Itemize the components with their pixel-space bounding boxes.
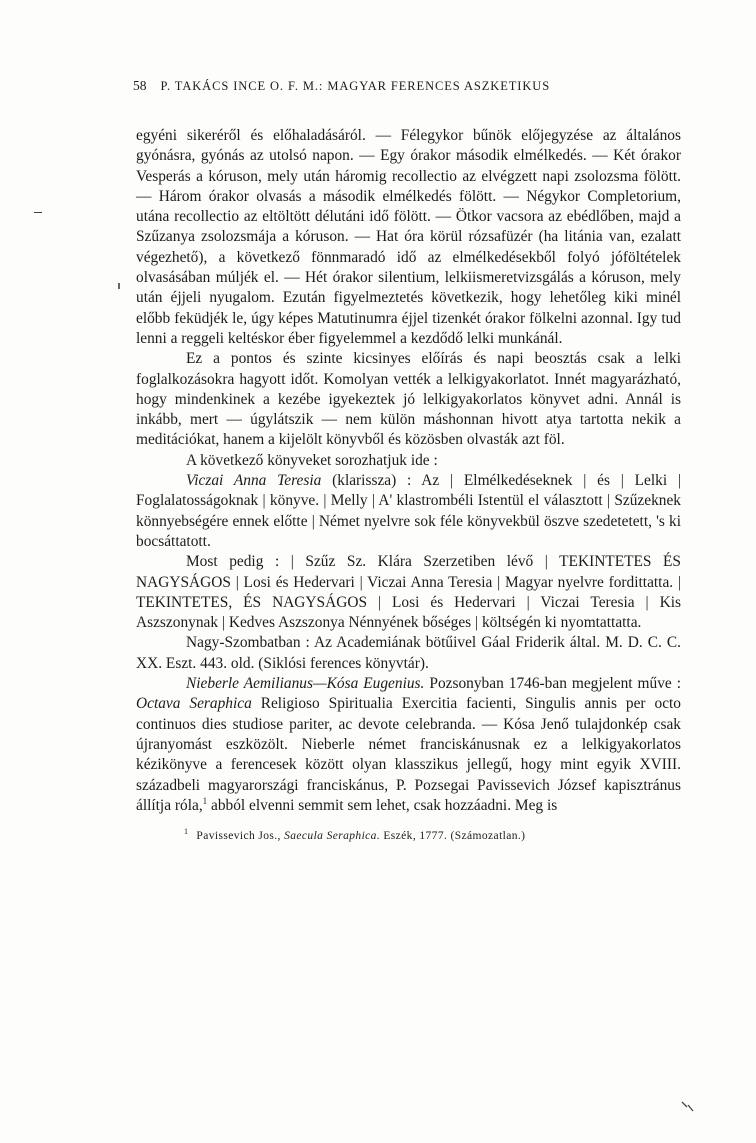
running-title: P. TAKÁCS INCE O. F. M.: MAGYAR FERENCES ASZKETIKUS bbox=[160, 79, 551, 93]
nieberle-text-b: Religioso Spiritualia Exercitia facienti, Singulis annis per octo continuos dies studiose pariter, ac devote celebranda. — Kósa Jenő tulajdonkép csak újranyomást eszközölt. Nieberle német franciskánusnak ez a lelkigyakorlatos kézikönyve a ferencesek között olyan klasszikus jellegű, hogy mint egyik XVIII. századbeli magyarországi franciskánus, P. Pozsegai Pavissevich József kapisztránus állítja róla, bbox=[136, 695, 681, 814]
author-name-viczai: Viczai Anna Teresia bbox=[186, 472, 322, 490]
paragraph-viczai-entry bbox=[136, 471, 681, 552]
running-header bbox=[133, 78, 681, 94]
viczai-entry-text: (klarissza) : Az | Elmélkedéseknek | és | Lelki | Foglalatosságoknak | könyve. | Melly | A' klastrombéli Istentül el választott | Szűzeknek könnyebségére ennek előtte | Német nyelvre sok féle könyvekbül öszve szedetetett, 's ki bocsáttatott. bbox=[136, 472, 681, 550]
nieberle-text-a: Pozsonyban 1746-ban megjelent műve : bbox=[424, 675, 682, 693]
nieberle-text-c: abból elvenni semmit sem lehet, csak hozzáadni. Meg is bbox=[207, 796, 558, 814]
footnote-title: Saecula Seraphica. bbox=[284, 829, 381, 842]
corner-smudge-mark bbox=[681, 1100, 695, 1112]
paragraph-nieberle-entry bbox=[136, 674, 681, 816]
book-title-octava: Octava Seraphica bbox=[136, 695, 252, 713]
paragraph-commentary: Ez a pontos és szinte kicsinyes előírás és napi beosztás csak a lelki foglalkozásokra hagyott időt. Komolyan vették a lelkigyakorlatot. Innét magyarázható, hogy mindenkinek a kezébe igyekeztek jó lelkigyakorlatos könyvet adni. Annál is inkább, mert — úgylátszik — nem külön máshonnan hivott atya tartotta nekik a meditációkat, hanem a kijelölt könyvből és közösben olvasták azt föl. bbox=[136, 350, 681, 449]
document-page bbox=[133, 78, 682, 844]
page-number: 58 bbox=[133, 78, 147, 93]
footnote-rest: Eszék, 1777. (Számozatlan.) bbox=[380, 829, 526, 842]
paragraph-schedule: egyéni sikeréről és előhaladásáról. — Félegykor bűnök előjegyzése az általános gyónásra, gyónás az utolsó napon. — Egy órakor második elmélkedés. — Két órakor Vesperás a kóruson, mely után háromig recollectio az elvégzett napi zsolozsma fölött. — Három órakor olvasás a második elmélkedés fölött. — Négykor Completorium, utána recollectio az eltöltött délutáni idő fölött. — Ötkor vacsora az ebédlőben, majd a Szűzanya zsolozsmája a kóruson. — Hat óra körül rózsafüzér (ha litánia van, ezalatt végezhető), a következő fönnmaradó idő az elmélkedésekből folyó jóföltételek olvasásában múljék el. — Hét órakor silentium, lelkiismeretvizsgálás a kóruson, mely után éjjeli nyugalom. Ezután figyelmeztetés következik, hogy lehetőleg kiki minél előbb feküdjék le, úgy képes Matutinumra éjjel tizenkét órakor fölkelni azonnal. Igy tud lenni a reggeli keltéskor éber figyelemmel a kezdődő lelki munkánál. bbox=[136, 127, 681, 347]
paragraph-viczai-translation: Most pedig : | Szűz Sz. Klára Szerzetiben lévő | TEKINTETES ÉS NAGYSÁGOS | Losi és Hedervari | Viczai Anna Teresia | Magyar nyelvre fordittatta. | TEKINTETES, ÉS NAGYSÁGOS | Losi és Hedervari | Viczai Teresia | Kis Aszszonynak | Kedves Aszszonya Nénnyének bőséges | költségén ki nyomtattatta. bbox=[136, 553, 681, 632]
footnote-author: Pavissevich Jos., bbox=[196, 829, 285, 842]
footnote-reference: 1 bbox=[202, 795, 208, 806]
margin-dot-mark bbox=[118, 283, 120, 289]
footnote-mark: 1 bbox=[184, 827, 189, 837]
margin-dash-mark bbox=[34, 212, 42, 213]
paragraph-book-list-intro: A következő könyveket sorozhatjuk ide : bbox=[186, 451, 438, 469]
paragraph-imprint: Nagy-Szombatban : Az Academiának bötűivel Gáal Friderik által. M. D. C. C. XX. Eszt. 443. old. (Siklósi ferences könyvtár). bbox=[136, 634, 681, 672]
author-name-nieberle: Nieberle Aemilianus—Kósa Eugenius. bbox=[186, 675, 425, 693]
footnote bbox=[136, 824, 681, 844]
